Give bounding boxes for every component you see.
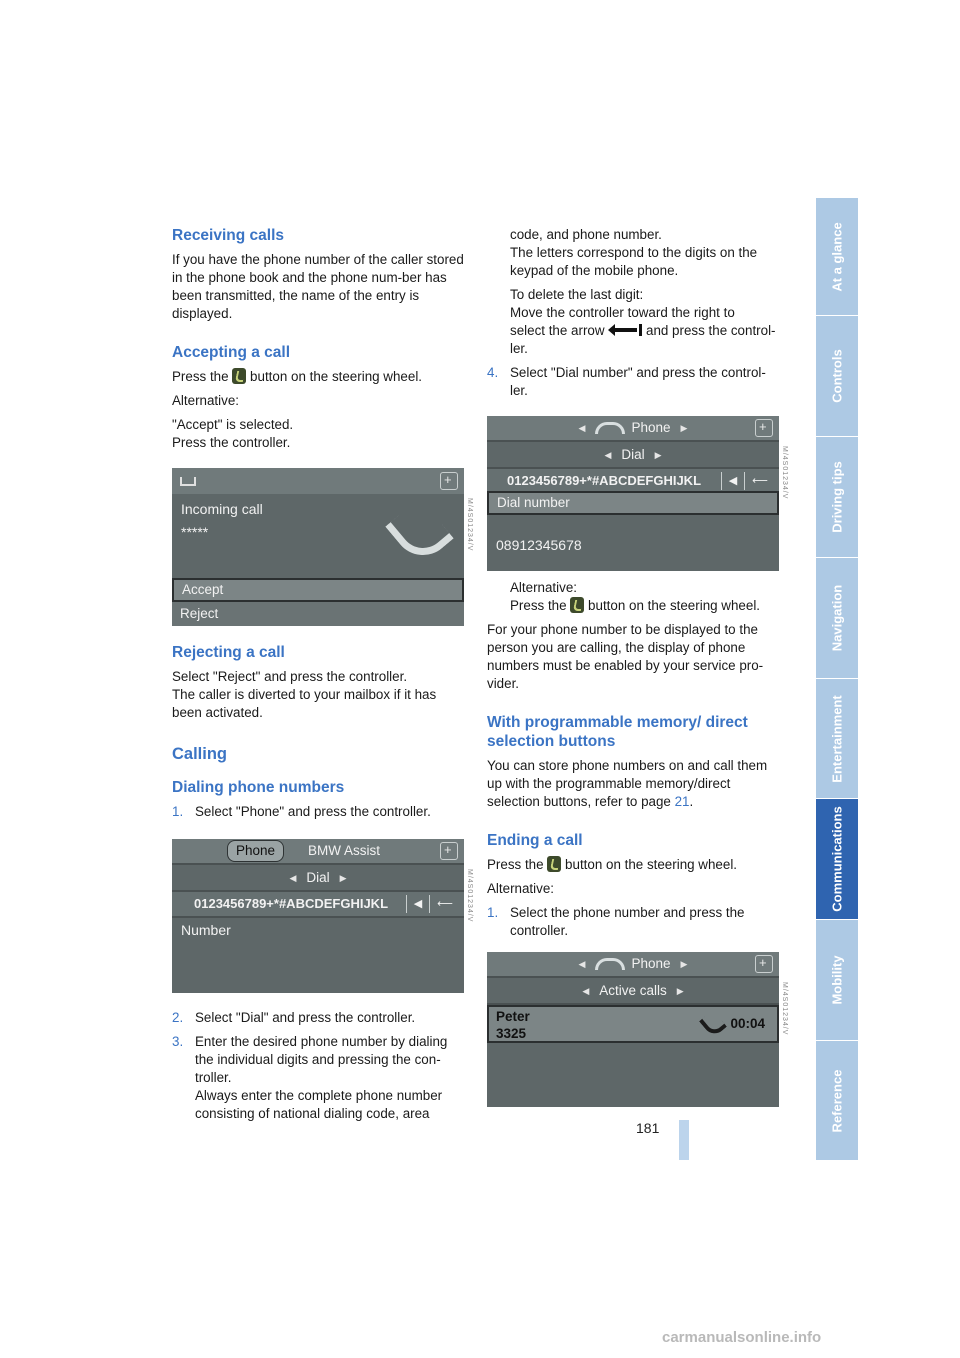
active-calls-screen: ◀ Phone ▶ + ◀ Active calls ▶ Peter 3325 00:04 M/4S01234/V <box>487 952 779 1107</box>
delete-text-1: To delete the last digit: <box>510 287 644 302</box>
screen-topbar <box>172 839 464 863</box>
options-icon <box>755 955 773 973</box>
programmable-memory-heading: With programmable memory/ direct selection buttons <box>487 714 748 750</box>
continued-text-2: The letters correspond to the digits on the keypad of the mobile phone. <box>510 245 758 278</box>
nav-entertainment[interactable]: Entertainment <box>816 678 858 798</box>
left-arrow-icon[interactable]: ◀ <box>721 472 744 490</box>
nav-navigation[interactable]: Navigation <box>816 557 858 678</box>
nav-controls[interactable]: Controls <box>816 315 858 436</box>
step-2: 2. Select "Dial" and press the controller. <box>172 1010 416 1025</box>
left-column <box>172 226 473 1129</box>
section-sidenav <box>816 198 858 1160</box>
active-handset-icon <box>700 1010 728 1038</box>
dialing-heading: Dialing phone numbers <box>172 779 345 796</box>
caller-stars: ***** <box>181 524 209 540</box>
receiving-calls-heading: Receiving calls <box>172 227 285 244</box>
rejecting-text-1: Select "Reject" and press the controller. <box>172 669 408 684</box>
screen-topbar <box>172 468 464 494</box>
caller-extension: 3325 <box>496 1026 527 1041</box>
backspace-arrow-icon <box>608 323 642 337</box>
number-label: Number <box>181 922 231 938</box>
phone-menu-screen: Phone BMW Assist + ◀ Dial ▶ 0123456789+*#ABCDEFGHIJKL ◀ ⟵ Number M/4S01234/V <box>172 839 464 993</box>
alternative-label: Alternative: <box>172 393 239 408</box>
handset-icon <box>385 498 454 568</box>
rejecting-call-heading: Rejecting a call <box>172 644 285 661</box>
alternative-label-2: Alternative: <box>487 881 554 896</box>
dial-number-screen: ◀ Phone ▶ + ◀ Dial ▶ 0123456789+*#ABCDEFGHIJKL ◀ ⟵ Dial number 08912345678 M/4S01234/V <box>487 416 779 571</box>
reject-option[interactable]: Reject <box>172 602 464 626</box>
nav-communications[interactable]: Communications <box>816 798 858 919</box>
options-icon <box>440 472 458 490</box>
active-call-entry[interactable] <box>487 1005 779 1043</box>
handset-icon <box>595 958 625 970</box>
incoming-call-screen: + Incoming call ***** Accept Reject M/4S01234/V <box>172 468 464 623</box>
page-number: 181 <box>636 1120 660 1136</box>
rejecting-text-2: The caller is diverted to your mailbox if it has been activated. <box>172 687 437 720</box>
call-duration: 00:04 <box>730 1016 765 1031</box>
step-4: 4. Select "Dial number" and press the control-ler. <box>487 365 766 398</box>
options-icon <box>755 419 773 437</box>
phone-button-icon <box>232 368 246 384</box>
right-column <box>487 226 788 1115</box>
step-3: 3. Enter the desired phone number by dialing the individual digits and pressing the con-troller. <box>172 1034 448 1085</box>
step-1: 1. Select "Phone" and press the controller. <box>172 804 431 819</box>
alternative-text: Press the button on the steering wheel. <box>510 598 761 613</box>
nav-reference[interactable]: Reference <box>816 1040 858 1160</box>
dial-row[interactable]: ◀ Dial ▶ <box>289 870 347 885</box>
dial-number-option[interactable]: Dial number <box>487 491 779 515</box>
backspace-icon[interactable]: ⟵ <box>744 472 775 490</box>
ending-call-text: Press the button on the steering wheel. <box>487 857 738 872</box>
nav-driving-tips[interactable]: Driving tips <box>816 436 858 557</box>
page-bar <box>679 1120 689 1160</box>
receiving-calls-text: If you have the phone number of the caller stored in the phone book and the phone num-ber has been transmitted, the name of the entry is displayed. <box>172 252 464 321</box>
handset-icon <box>595 422 625 434</box>
programmable-memory-text: You can store phone numbers on and call them up with the programmable memory/direct selection buttons, refer to page 21. <box>487 758 768 809</box>
nav-at-a-glance[interactable]: At a glance <box>829 221 845 292</box>
display-number-text: For your phone number to be displayed to the person you are calling, the display of phone numbers must be enabled by your service pro-vider. <box>487 622 764 691</box>
step-3-continued: Always enter the complete phone number consisting of national dialing code, area <box>195 1088 443 1121</box>
left-arrow-icon[interactable]: ◀ <box>406 895 429 913</box>
nav-mobility[interactable]: Mobility <box>816 919 858 1040</box>
delete-text-3: select the arrow and press the control-ler. <box>510 323 776 356</box>
phone-button-icon <box>570 597 584 613</box>
options-icon <box>440 842 458 860</box>
page-link[interactable]: 21 <box>674 794 690 809</box>
alternative-label: Alternative: <box>510 580 577 595</box>
entered-digits: 08912345678 <box>496 537 582 553</box>
dial-row[interactable]: ◀ Dial ▶ <box>604 447 662 462</box>
tab-bmw-assist[interactable]: BMW Assist <box>308 843 381 858</box>
incoming-call-title: Incoming call <box>181 501 263 517</box>
keys-row[interactable]: 0123456789+*#ABCDEFGHIJKL ◀ ⟵ <box>172 892 464 916</box>
keys-row[interactable]: 0123456789+*#ABCDEFGHIJKL ◀ ⟵ <box>487 469 779 493</box>
backspace-icon[interactable]: ⟵ <box>429 895 460 913</box>
ending-call-heading: Ending a call <box>487 832 583 849</box>
calling-heading: Calling <box>172 745 228 763</box>
accept-selected-text: "Accept" is selected. <box>172 417 294 432</box>
end-step-1: 1. Select the phone number and press the controller. <box>487 905 745 938</box>
delete-text-2: Move the controller toward the right to <box>510 305 735 320</box>
continued-text-1: code, and phone number. <box>510 227 662 242</box>
accepting-call-text: Press the button on the steering wheel. <box>172 369 423 384</box>
watermark: carmanualsonline.info <box>662 1329 822 1346</box>
caller-name: Peter <box>496 1009 530 1024</box>
tab-phone[interactable]: Phone <box>227 840 284 862</box>
back-icon <box>180 477 196 486</box>
active-calls-row[interactable]: ◀ Active calls ▶ <box>582 983 684 998</box>
phone-row[interactable]: ◀ Phone ▶ + <box>487 416 779 440</box>
phone-row[interactable]: ◀ Phone ▶ + <box>487 952 779 976</box>
accepting-call-heading: Accepting a call <box>172 344 291 361</box>
press-controller-text: Press the controller. <box>172 435 291 450</box>
accept-option[interactable]: Accept <box>172 578 464 602</box>
phone-button-icon <box>547 856 561 872</box>
